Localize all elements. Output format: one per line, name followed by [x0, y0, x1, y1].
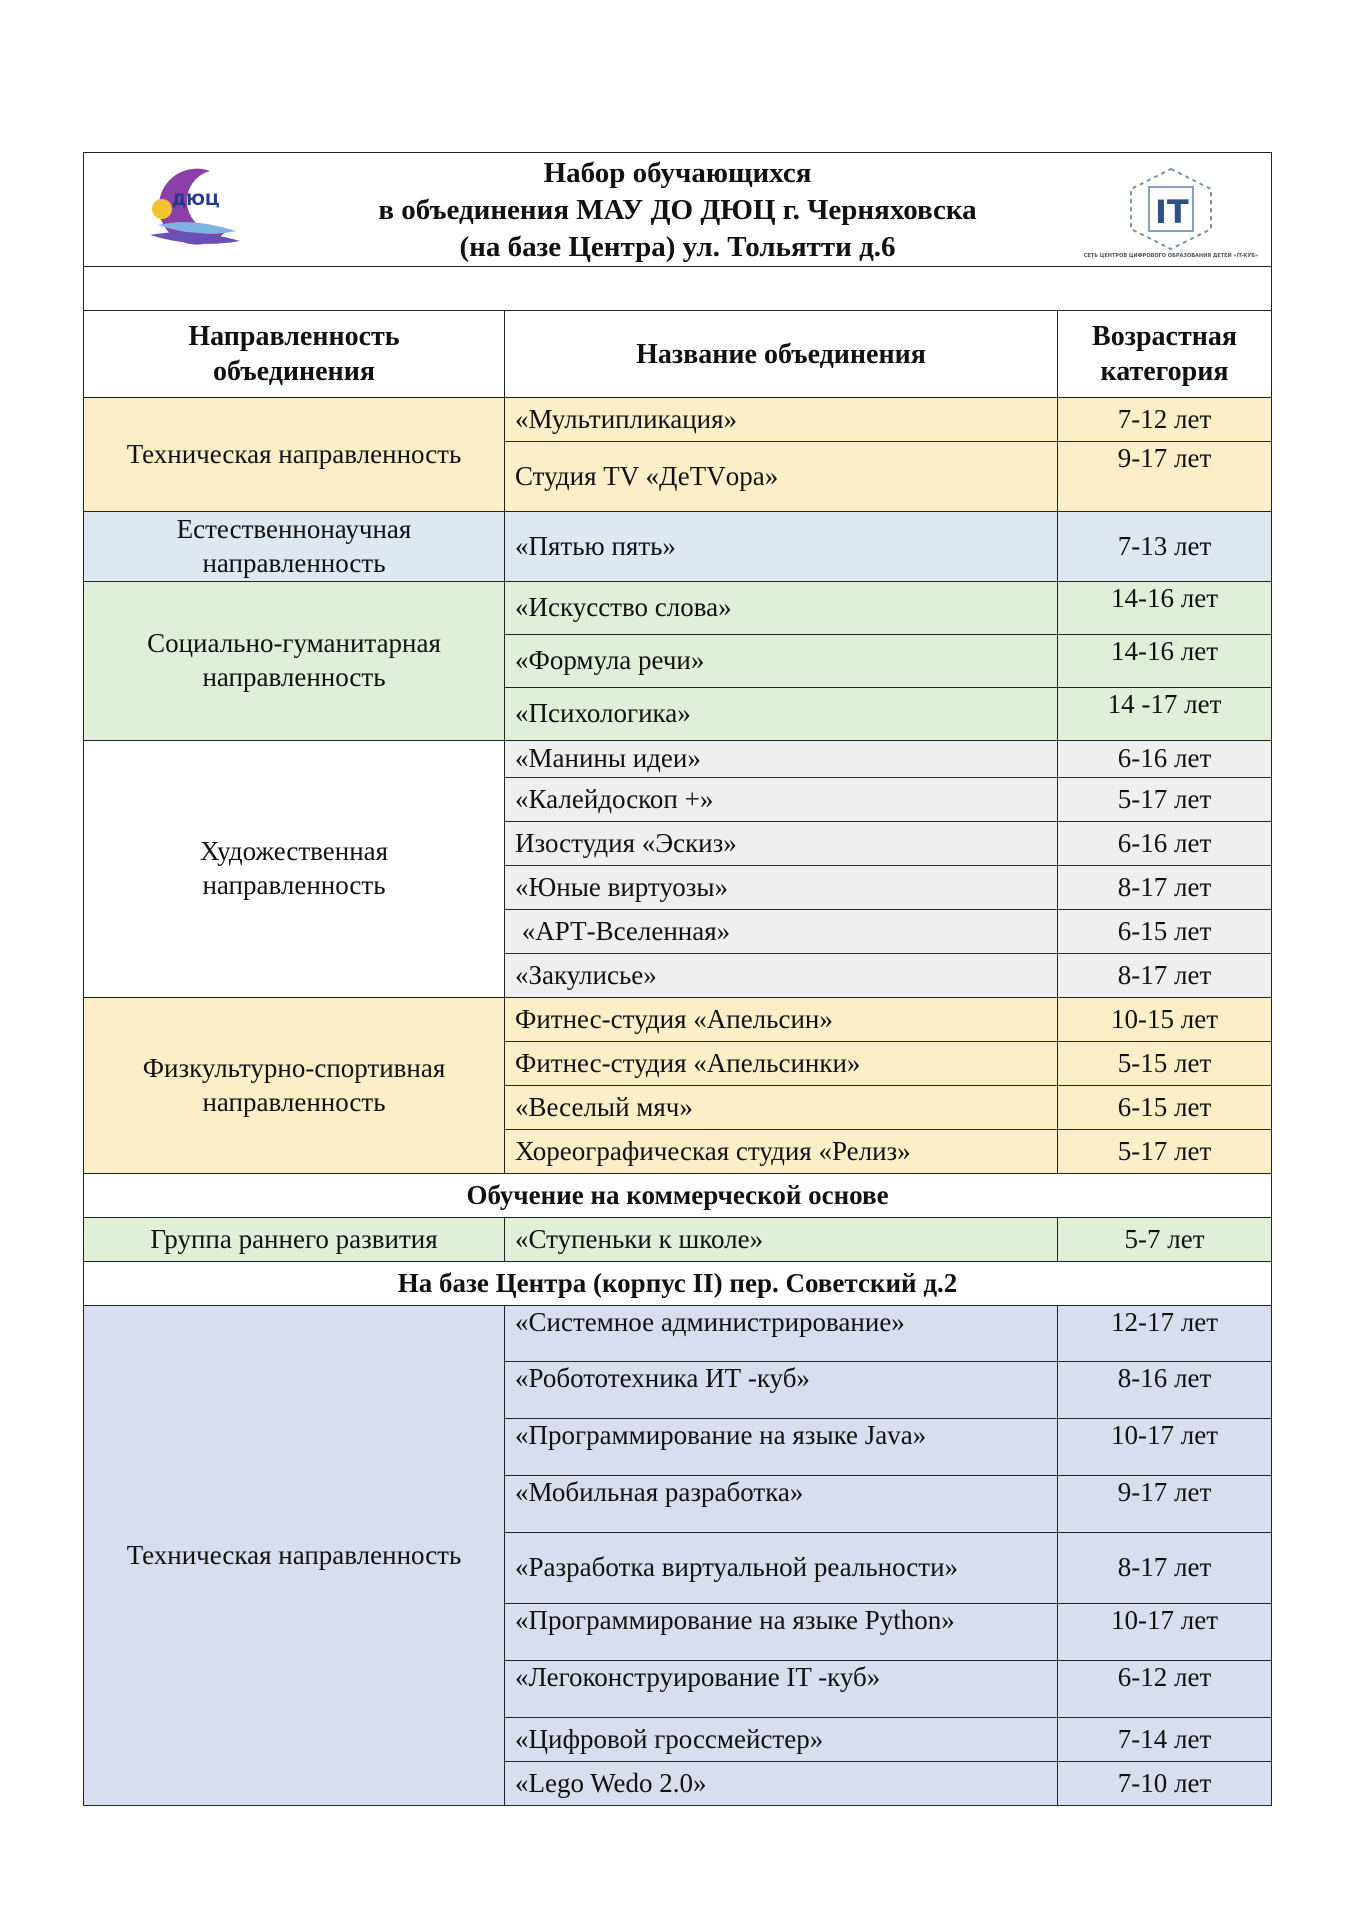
program-name: Хореографическая студия «Релиз» — [505, 1130, 1058, 1174]
age-range: 14-16 лет — [1058, 582, 1272, 635]
direction-cell: Техническая направленность — [84, 398, 505, 512]
age-range: 5-7 лет — [1058, 1218, 1272, 1262]
age-range: 5-17 лет — [1058, 1130, 1272, 1174]
program-name: Фитнес-студия «Апельсин» — [505, 998, 1058, 1042]
age-range: 6-15 лет — [1058, 910, 1272, 954]
table-row — [84, 582, 1272, 635]
svg-text:ДЮЦ: ДЮЦ — [172, 190, 220, 209]
program-name: «Lego Wedo 2.0» — [505, 1762, 1058, 1806]
direction-cell: Группа раннего развития — [84, 1218, 505, 1262]
program-name: «Системное администрирование» — [505, 1306, 1058, 1362]
age-range: 8-17 лет — [1058, 954, 1272, 998]
program-name: «Робототехника ИТ -куб» — [505, 1362, 1058, 1419]
program-name: «Калейдоскоп +» — [505, 778, 1058, 822]
title-cell — [84, 153, 1272, 267]
age-range: 6-16 лет — [1058, 822, 1272, 866]
program-name: «Программирование на языке Java» — [505, 1419, 1058, 1476]
age-range: 6-12 лет — [1058, 1661, 1272, 1718]
title-line-1: Набор обучающихся — [543, 157, 812, 189]
age-range: 12-17 лет — [1058, 1306, 1272, 1362]
table-row — [84, 1218, 1272, 1262]
direction-cell: Художественная направленность — [84, 741, 505, 998]
program-name: «Программирование на языке Python» — [505, 1604, 1058, 1661]
title-line-3: (на базе Центра) ул. Тольятти д.6 — [459, 231, 896, 263]
program-name: «Веселый мяч» — [505, 1086, 1058, 1130]
spacer-row — [84, 267, 1272, 311]
duc-logo-icon — [140, 165, 244, 249]
program-name: «Формула речи» — [505, 635, 1058, 688]
direction-cell: Естественнонаучная направленность — [84, 512, 505, 582]
section-title-row — [84, 1174, 1272, 1218]
col-header-age: Возрастная категория — [1058, 311, 1272, 398]
program-name: «Цифровой гроссмейстер» — [505, 1718, 1058, 1762]
age-range: 7-13 лет — [1058, 512, 1272, 582]
direction-cell: Техническая направленность — [84, 1306, 505, 1806]
direction-cell: Социально-гуманитарная направленность — [84, 582, 505, 741]
age-range: 6-16 лет — [1058, 741, 1272, 778]
enrollment-table — [83, 152, 1272, 1806]
section-title-row — [84, 1262, 1272, 1306]
program-name: Фитнес-студия «Апельсинки» — [505, 1042, 1058, 1086]
program-name: «Легоконструирование IT -куб» — [505, 1661, 1058, 1718]
age-range: 5-17 лет — [1058, 778, 1272, 822]
table-row — [84, 512, 1272, 582]
program-name: «Ступеньки к школе» — [505, 1218, 1058, 1262]
program-name: «Психологика» — [505, 688, 1058, 741]
program-name: «Искусство слова» — [505, 582, 1058, 635]
program-name: «Манины идеи» — [505, 741, 1058, 778]
title-row — [84, 153, 1272, 267]
svg-text:СЕТЬ ЦЕНТРОВ ЦИФРОВОГО ОБРАЗОВ: СЕТЬ ЦЕНТРОВ ЦИФРОВОГО ОБРАЗОВАНИЯ ДЕТЕЙ «IT-КУБ» — [1083, 253, 1259, 259]
it-cube-logo-icon — [1083, 165, 1259, 259]
program-name: Студия TV «ДеТVора» — [505, 442, 1058, 512]
age-range: 14-16 лет — [1058, 635, 1272, 688]
age-range: 5-15 лет — [1058, 1042, 1272, 1086]
document-table-container — [83, 152, 1271, 1806]
program-name: «Юные виртуозы» — [505, 866, 1058, 910]
table-row — [84, 1306, 1272, 1362]
age-range: 7-10 лет — [1058, 1762, 1272, 1806]
program-name: «Мультипликация» — [505, 398, 1058, 442]
age-range: 10-15 лет — [1058, 998, 1272, 1042]
direction-cell: Физкультурно-спортивная направленность — [84, 998, 505, 1174]
program-name: «Закулисье» — [505, 954, 1058, 998]
svg-text:IT: IT — [1155, 193, 1189, 231]
col-header-direction: Направленность объединения — [84, 311, 505, 398]
table-row — [84, 398, 1272, 442]
age-range: 9-17 лет — [1058, 1476, 1272, 1533]
program-name: «Разработка виртуальной реальности» — [505, 1533, 1058, 1604]
section-title-building-2: На базе Центра (корпус II) пер. Советский д.2 — [84, 1262, 1272, 1306]
age-range: 6-15 лет — [1058, 1086, 1272, 1130]
program-name: Изостудия «Эскиз» — [505, 822, 1058, 866]
age-range: 10-17 лет — [1058, 1604, 1272, 1661]
age-range: 7-14 лет — [1058, 1718, 1272, 1762]
title-line-2: в объединения МАУ ДО ДЮЦ г. Черняховска — [378, 194, 977, 226]
program-name: «Мобильная разработка» — [505, 1476, 1058, 1533]
age-range: 9-17 лет — [1058, 442, 1272, 512]
age-range: 8-17 лет — [1058, 866, 1272, 910]
age-range: 8-17 лет — [1058, 1533, 1272, 1604]
age-range: 7-12 лет — [1058, 398, 1272, 442]
program-name: «Пятью пять» — [505, 512, 1058, 582]
age-range: 14 -17 лет — [1058, 688, 1272, 741]
program-name: «АРТ-Вселенная» — [505, 910, 1058, 954]
section-title-commercial: Обучение на коммерческой основе — [84, 1174, 1272, 1218]
column-header-row — [84, 311, 1272, 398]
table-row — [84, 998, 1272, 1042]
age-range: 8-16 лет — [1058, 1362, 1272, 1419]
table-row — [84, 741, 1272, 778]
col-header-name: Название объединения — [505, 311, 1058, 398]
age-range: 10-17 лет — [1058, 1419, 1272, 1476]
